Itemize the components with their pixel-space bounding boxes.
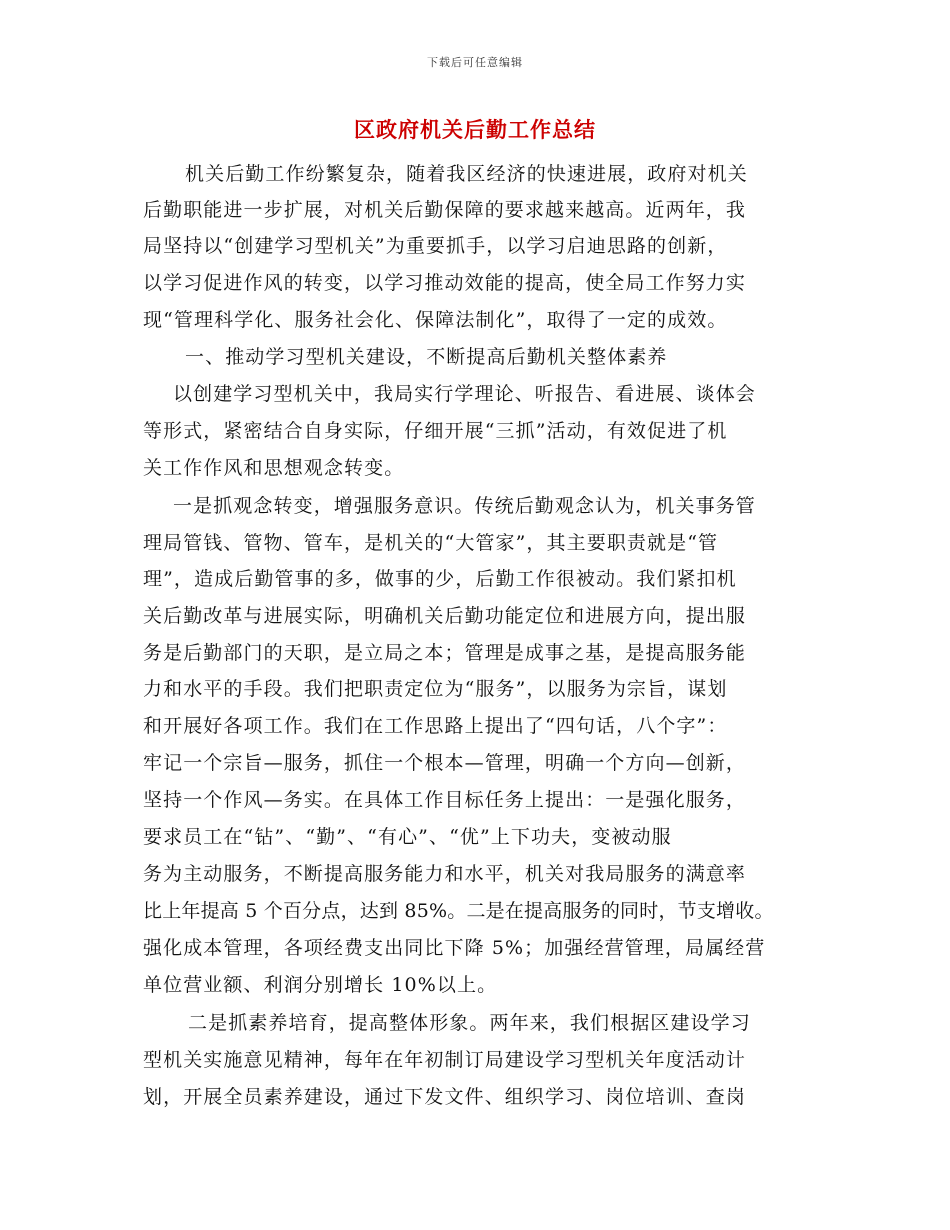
paragraph-line: 理局管钱、管物、管车，是机关的“大管家”，其主要职责就是“管 — [143, 532, 719, 554]
paragraph-line: 比上年提高 5 个百分点，达到 85%。二是在提高服务的同时，节支增收。 — [143, 900, 774, 922]
paragraph-line: 务是后勤部门的天职，是立局之本；管理是成事之基，是提高服务能 — [143, 642, 747, 664]
paragraph-line: 要求员工在“钻”、“勤”、“有心”、“优”上下功夫，变被动服 — [143, 826, 672, 848]
paragraph-line: 现“管理科学化、服务社会化、保障法制化”，取得了一定的成效。 — [143, 309, 728, 331]
page-header-note: 下载后可任意编辑 — [427, 56, 523, 69]
section-heading: 一、推动学习型机关建设，不断提高后勤机关整体素养 — [185, 346, 668, 368]
paragraph-line: 机关后勤工作纷繁复杂，随着我区经济的快速进展，政府对机关 — [185, 163, 748, 185]
paragraph-line: 等形式，紧密结合自身实际，仔细开展“三抓”活动，有效促进了机 — [143, 420, 728, 442]
paragraph-line: 二是抓素养培育，提高整体形象。两年来，我们根据区建设学习 — [188, 1012, 751, 1034]
paragraph-line: 以创建学习型机关中，我局实行学理论、听报告、看进展、谈体会 — [173, 383, 756, 405]
paragraph-line: 关工作作风和思想观念转变。 — [143, 457, 405, 479]
paragraph-line: 一是抓观念转变，增强服务意识。传统后勤观念认为，机关事务管 — [173, 495, 756, 517]
paragraph-line: 单位营业额、利润分别增长 10%以上。 — [143, 974, 498, 996]
paragraph-line: 和开展好各项工作。我们在工作思路上提出了“四句话，八个字”： — [143, 715, 728, 737]
paragraph-line: 理”，造成后勤管事的多，做事的少，后勤工作很被动。我们紧扣机 — [143, 568, 737, 590]
paragraph-line: 局坚持以“创建学习型机关”为重要抓手，以学习启迪思路的创新， — [143, 235, 728, 257]
paragraph-line: 后勤职能进一步扩展，对机关后勤保障的要求越来越高。近两年，我 — [143, 199, 747, 221]
paragraph-line: 划，开展全员素养建设，通过下发文件、组织学习、岗位培训、查岗 — [143, 1086, 747, 1108]
paragraph-line: 强化成本管理，各项经费支出同比下降 5%；加强经营管理，局属经营 — [143, 937, 766, 959]
paragraph-line: 牢记一个宗旨—服务，抓住一个根本—管理，明确一个方向—创新， — [143, 752, 747, 774]
paragraph-line: 关后勤改革与进展实际，明确机关后勤功能定位和进展方向，提出服 — [143, 605, 747, 627]
paragraph-line: 务为主动服务，不断提高服务能力和水平，机关对我局服务的满意率 — [143, 863, 747, 885]
paragraph-line: 坚持一个作风—务实。在具体工作目标任务上提出：一是强化服务， — [143, 789, 747, 811]
paragraph-line: 以学习促进作风的转变，以学习推动效能的提高，使全局工作努力实 — [143, 272, 747, 294]
paragraph-line: 力和水平的手段。我们把职责定位为“服务”，以服务为宗旨，谋划 — [143, 678, 728, 700]
paragraph-line: 型机关实施意见精神，每年在年初制订局建设学习型机关年度活动计 — [143, 1049, 747, 1071]
document-title: 区政府机关后勤工作总结 — [354, 117, 596, 142]
